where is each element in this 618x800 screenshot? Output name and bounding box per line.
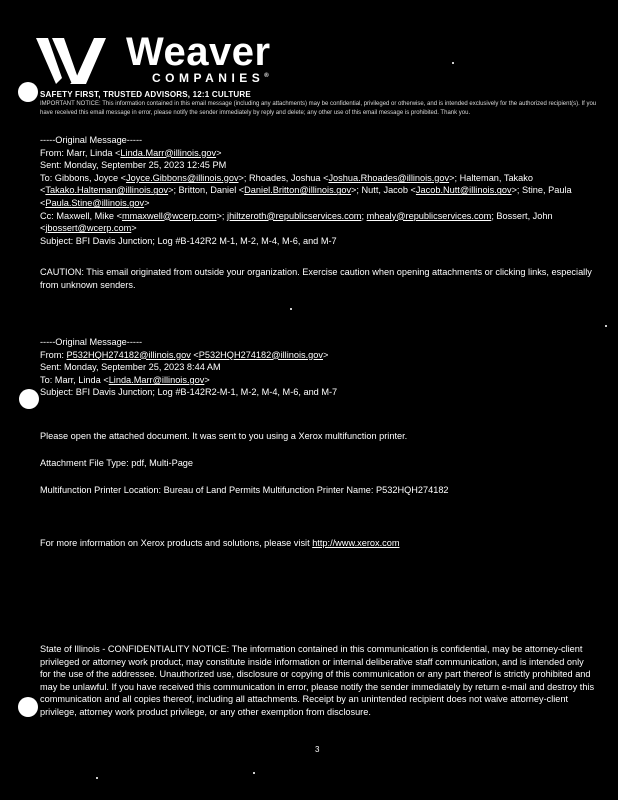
original-message-label: -----Original Message----- — [40, 337, 143, 347]
email-link[interactable]: Joshua.Rhoades@illinois.gov — [328, 172, 450, 183]
message-2-header — [40, 336, 600, 399]
body-paragraph: For more information on Xerox products and solutions, please visit http://www.xerox.com — [40, 538, 400, 548]
email-link[interactable]: jhiltzeroth@republicservices.com — [227, 210, 362, 221]
logo-subtitle: COMPANIES® — [152, 71, 274, 85]
top-notice: IMPORTANT NOTICE: This information contained in this email message (including any attachments) may be confidential, privileged or otherwise, and is intended exclusively for the authorized recipient(s). If you have received this email message in error, please notify the sender immediately by reply and delete; any other use of this email message is prohibited. Thank you. — [40, 101, 597, 116]
email-link[interactable]: mhealy@republicservices.com — [366, 210, 492, 221]
caution-banner: CAUTION: This email originated from outside your organization. Exercise caution when opening attachments or clicking links, especially from unknown senders. — [40, 267, 592, 290]
body-paragraph: Multifunction Printer Location: Bureau of Land Permits Multifunction Printer Name: P532HQH274182 — [40, 485, 449, 495]
subject-line: Subject: BFI Davis Junction; Log #B-142R2-M-1, M-2, M-4, M-6, and M-7 — [40, 387, 338, 398]
email-link[interactable]: Daniel.Britton@illinois.gov — [244, 185, 352, 196]
sent-line: Sent: Monday, September 25, 2023 8:44 AM — [40, 362, 221, 373]
from-line: From: Marr, Linda <Linda.Marr@illinois.gov> — [40, 147, 222, 158]
weaver-logo-mark-icon — [36, 38, 106, 84]
scan-speck — [452, 62, 454, 64]
logo-tagline: SAFETY FIRST, TRUSTED ADVISORS, 12:1 CULTURE — [40, 90, 251, 99]
to-line: To: Marr, Linda <Linda.Marr@illinois.gov> — [40, 374, 210, 385]
email-link[interactable]: Takako.Halteman@illinois.gov — [45, 185, 169, 196]
message-1-header — [40, 134, 600, 247]
hole-punch — [18, 82, 38, 102]
page-number: 3 — [315, 745, 320, 754]
email-link[interactable]: P532HQH274182@illinois.gov — [198, 349, 323, 360]
confidentiality-notice: State of Illinois - CONFIDENTIALITY NOTICE: The information contained in this communication is confidential, may be attorney-client privileged or attorney work product, may constitute inside information or internal deliberative staff communication, and is intended only for the use of the addressee. Unauthorized use, disclosure or copying of this communication or any part thereof is strictly prohibited and may be unlawful. If you have received this communication in error, please notify the sender immediately by return e-mail and destroy this communication and all copies thereof, including all attachments. Receipt by an unintended recipient does not waive attorney-client privilege, attorney work product privilege, or any other exemption from disclosure. — [40, 644, 595, 717]
email-link[interactable]: Paula.Stine@illinois.gov — [45, 197, 145, 208]
sent-line: Sent: Monday, September 25, 2023 12:45 PM — [40, 160, 227, 171]
email-link[interactable]: Linda.Marr@illinois.gov — [108, 374, 205, 385]
scan-speck — [605, 325, 607, 327]
body-paragraph: Please open the attached document. It was sent to you using a Xerox multifunction printer. — [40, 431, 408, 441]
body-paragraph: Attachment File Type: pdf, Multi-Page — [40, 458, 194, 468]
scan-speck — [96, 777, 98, 779]
subject-line: Subject: BFI Davis Junction; Log #B-142R2 M-1, M-2, M-4, M-6, and M-7 — [40, 235, 337, 246]
cc-line: Cc: Maxwell, Mike <mmaxwell@wcerp.com>; jhiltzeroth@republicservices.com; mhealy@republicservices.com; Bossert, John <jbossert@wcerp.com> — [40, 210, 553, 234]
scan-speck — [290, 308, 292, 310]
to-line: To: Gibbons, Joyce <Joyce.Gibbons@illinois.gov>; Rhoades, Joshua <Joshua.Rhoades@illinois.gov>; Halteman, Takako <Takako.Halteman@illinois.gov>; Britton, Daniel <Daniel.Britton@illinois.gov>; Nutt, Jacob <Jacob.Nutt@illinois.gov>; Stine, Paula <Paula.Stine@illinois.gov> — [40, 172, 572, 208]
scan-speck — [253, 772, 255, 774]
email-link[interactable]: mmaxwell@wcerp.com — [121, 210, 217, 221]
hole-punch — [19, 389, 39, 409]
email-link[interactable]: Joyce.Gibbons@illinois.gov — [126, 172, 239, 183]
from-line: From: P532HQH274182@illinois.gov <P532HQH274182@illinois.gov> — [40, 349, 329, 360]
hole-punch — [18, 697, 38, 717]
email-link[interactable]: Linda.Marr@illinois.gov — [120, 147, 217, 158]
email-link[interactable]: Jacob.Nutt@illinois.gov — [415, 185, 512, 196]
email-link[interactable]: P532HQH274182@illinois.gov — [66, 349, 191, 360]
xerox-link[interactable]: http://www.xerox.com — [312, 538, 400, 548]
email-link[interactable]: jbossert@wcerp.com — [45, 223, 132, 234]
original-message-label: -----Original Message----- — [40, 135, 143, 145]
logo-wordmark: Weaver — [126, 30, 271, 74]
